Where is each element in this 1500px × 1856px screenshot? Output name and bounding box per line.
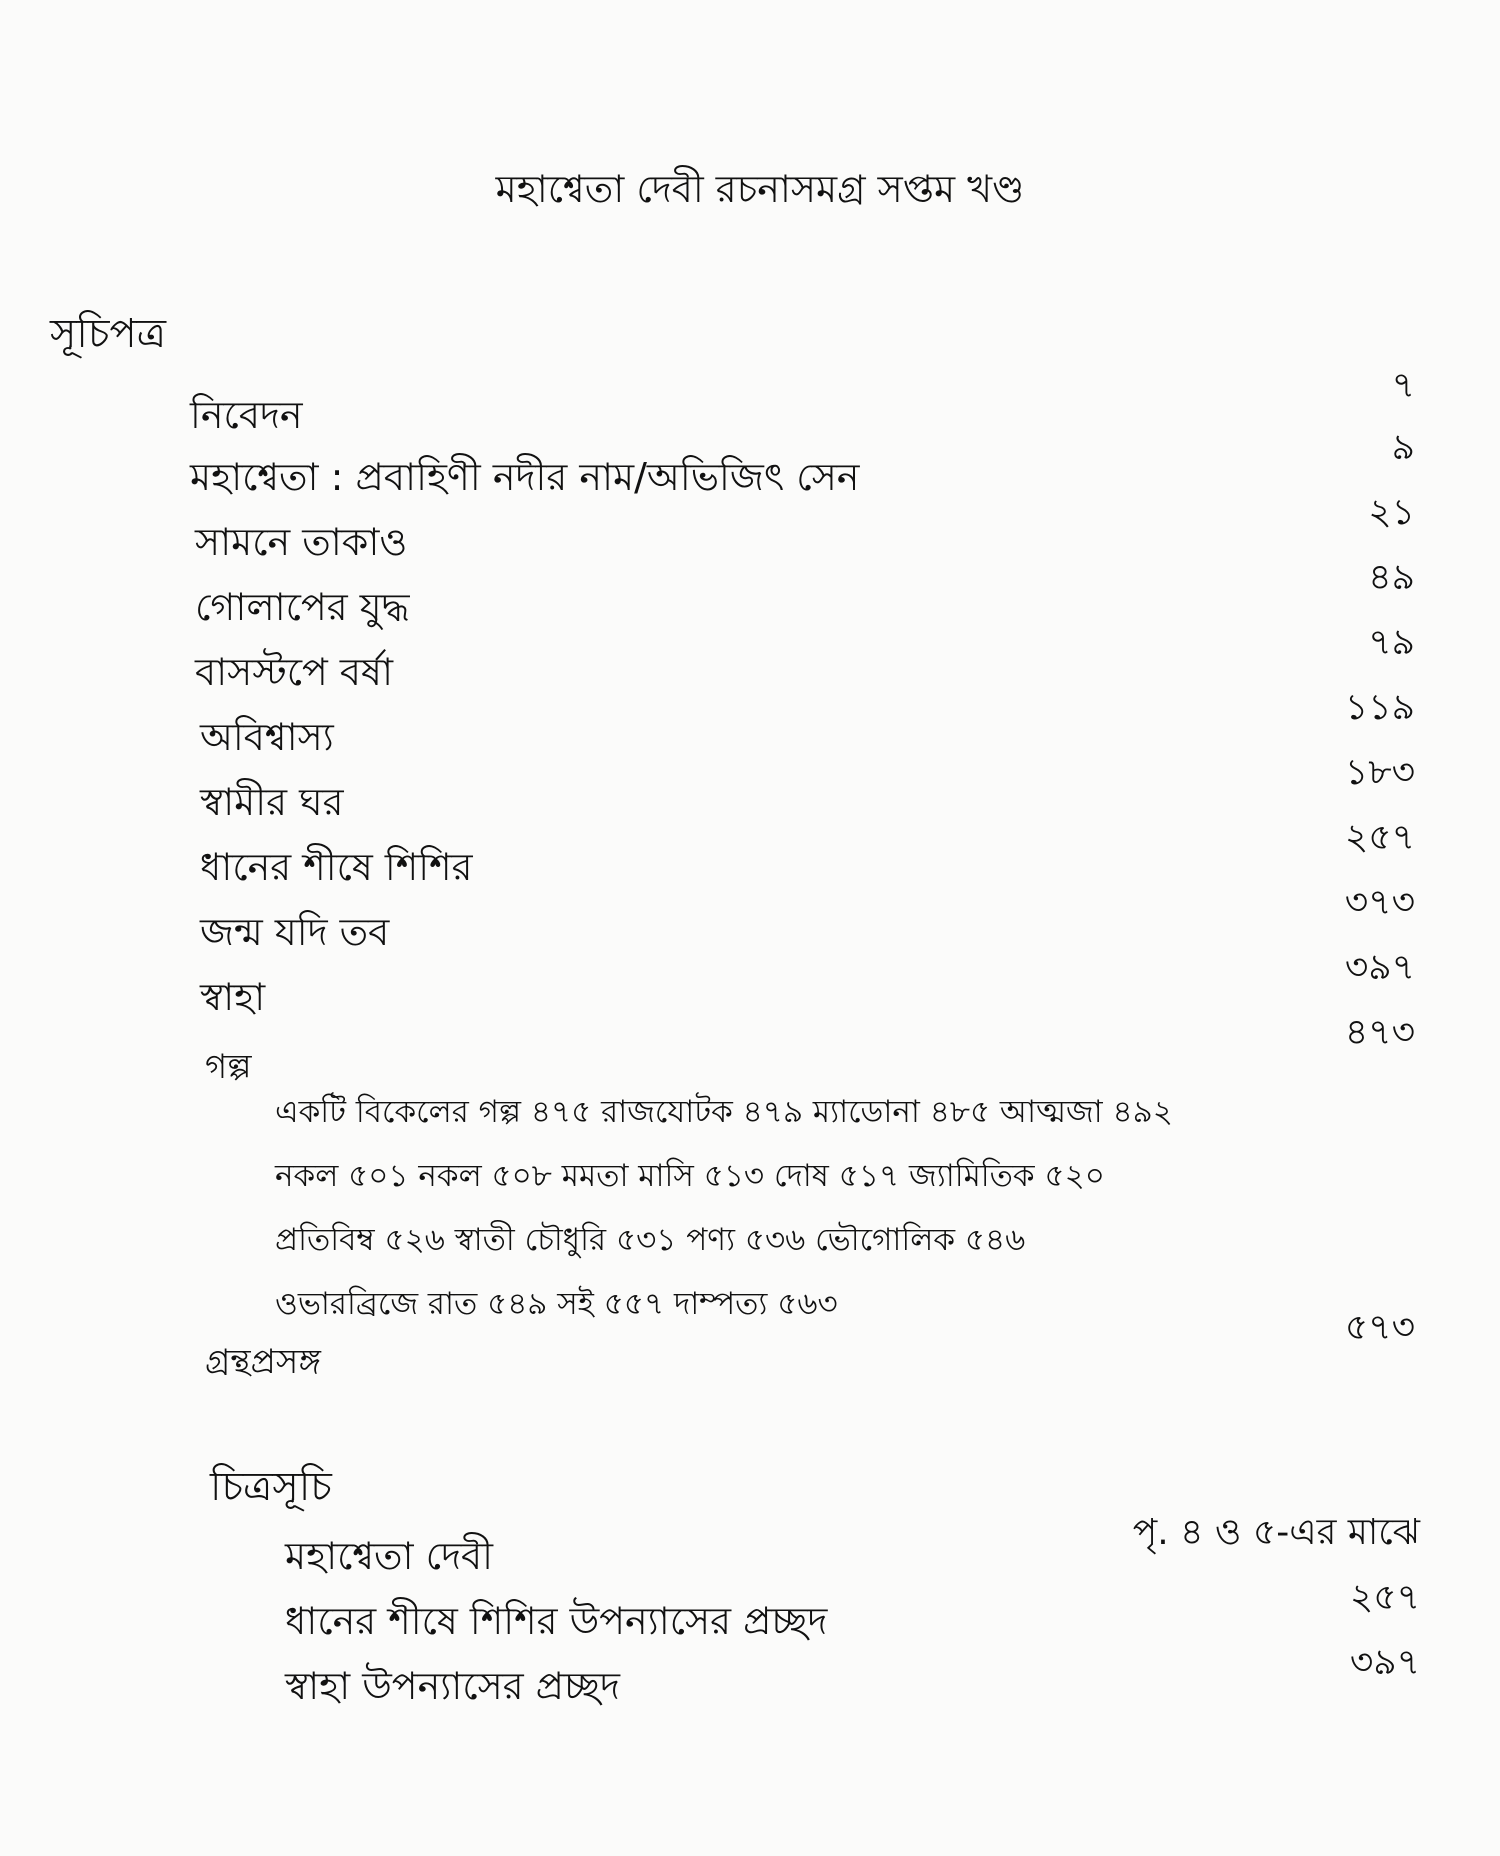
toc-entry-page: ৭ — [1391, 365, 1415, 406]
illustration-entry-page: ২৫৭ — [1349, 1577, 1420, 1618]
toc-entry-page: ৭৯ — [1368, 622, 1415, 663]
toc-entry — [0, 358, 1500, 437]
short-stories-line: প্রতিবিম্ব ৫২৬ স্বাতী চৌধুরি ৫৩১ পণ্য ৫৩৬ ভৌগোলিক ৫৪৬ — [275, 1222, 1026, 1258]
toc-entry — [0, 550, 1500, 629]
toc-entry-page: ২১ — [1368, 492, 1415, 533]
toc-entry-label: স্বাহা — [200, 975, 266, 1019]
toc-entry — [0, 875, 1500, 954]
illustrations-heading: চিত্রসূচি — [210, 1464, 332, 1510]
toc-entry — [0, 615, 1500, 694]
toc-entry-page: ৩৭৩ — [1344, 882, 1415, 923]
toc-entry-label: অবিশ্বাস্য — [200, 715, 334, 759]
toc-entry — [0, 745, 1500, 824]
short-stories-list — [275, 1080, 1255, 1336]
toc-entry-label: ধানের শীষে শিশির — [200, 845, 473, 889]
illustration-entry — [0, 1570, 1500, 1643]
toc-entry-page: ৪৭৩ — [1344, 1012, 1415, 1053]
toc-entry — [0, 420, 1500, 499]
toc-entry-page: ১৮৩ — [1344, 752, 1415, 793]
toc-entry-page: ৯ — [1391, 427, 1415, 468]
book-title: মহাশ্বেতা দেবী রচনাসমগ্র সপ্তম খণ্ড — [495, 167, 1025, 211]
toc-entry-page: ৩৯৭ — [1344, 947, 1415, 988]
toc-entry-label: গোলাপের যুদ্ধ — [195, 585, 410, 629]
toc-entry-page: ১১৯ — [1344, 687, 1415, 728]
toc-entry-label: গল্প — [205, 1047, 252, 1087]
toc-entry-label: জন্ম যদি তব — [200, 910, 390, 954]
illustration-entry-label: স্বাহা উপন্যাসের প্রচ্ছদ — [285, 1664, 620, 1708]
illustration-entry-page: ৩৯৭ — [1349, 1642, 1420, 1683]
short-stories-line: নকল ৫০১ নকল ৫০৮ মমতা মাসি ৫১৩ দোষ ৫১৭ জ্যামিতিক ৫২০ — [275, 1158, 1105, 1194]
toc-entry — [0, 940, 1500, 1019]
toc-entry-label: বাসস্টপে বর্ষা — [195, 650, 394, 694]
toc-entry — [0, 810, 1500, 889]
toc-entry-label: মহাশ্বেতা : প্রবাহিণী নদীর নাম/অভিজিৎ সেন — [190, 455, 860, 499]
illustration-entry-label: ধানের শীষে শিশির উপন্যাসের প্রচ্ছদ — [285, 1599, 828, 1643]
illustration-entry-label: মহাশ্বেতা দেবী — [285, 1534, 494, 1578]
illustration-entry-page: পৃ. ৪ ও ৫-এর মাঝে — [1132, 1512, 1420, 1553]
toc-entry-label: গ্রন্থপ্রসঙ্গ — [205, 1342, 321, 1382]
short-stories-line: একটি বিকেলের গল্প ৪৭৫ রাজযোটক ৪৭৯ ম্যাডোনা ৪৮৫ আত্মজা ৪৯২ — [275, 1094, 1173, 1130]
illustration-entry — [0, 1635, 1500, 1708]
short-stories-line: ওভারব্রিজে রাত ৫৪৯ সই ৫৫৭ দাম্পত্য ৫৬৩ — [275, 1286, 838, 1322]
toc-entry-label: সামনে তাকাও — [195, 520, 408, 564]
toc-entry-label: নিবেদন — [190, 393, 303, 437]
toc-entry-page: ৪৯ — [1368, 557, 1415, 598]
toc-entry — [0, 485, 1500, 564]
toc-entry — [0, 680, 1500, 759]
toc-entry-label: স্বামীর ঘর — [200, 780, 344, 824]
toc-entry-page: ২৫৭ — [1344, 817, 1415, 858]
toc-entry-page: ৫৭৩ — [1344, 1307, 1415, 1348]
toc-heading: সূচিপত্র — [50, 311, 166, 357]
toc-entry-afterword — [0, 1300, 1500, 1382]
illustration-entry — [0, 1505, 1500, 1578]
toc-entry-short-stories — [0, 1005, 1500, 1087]
